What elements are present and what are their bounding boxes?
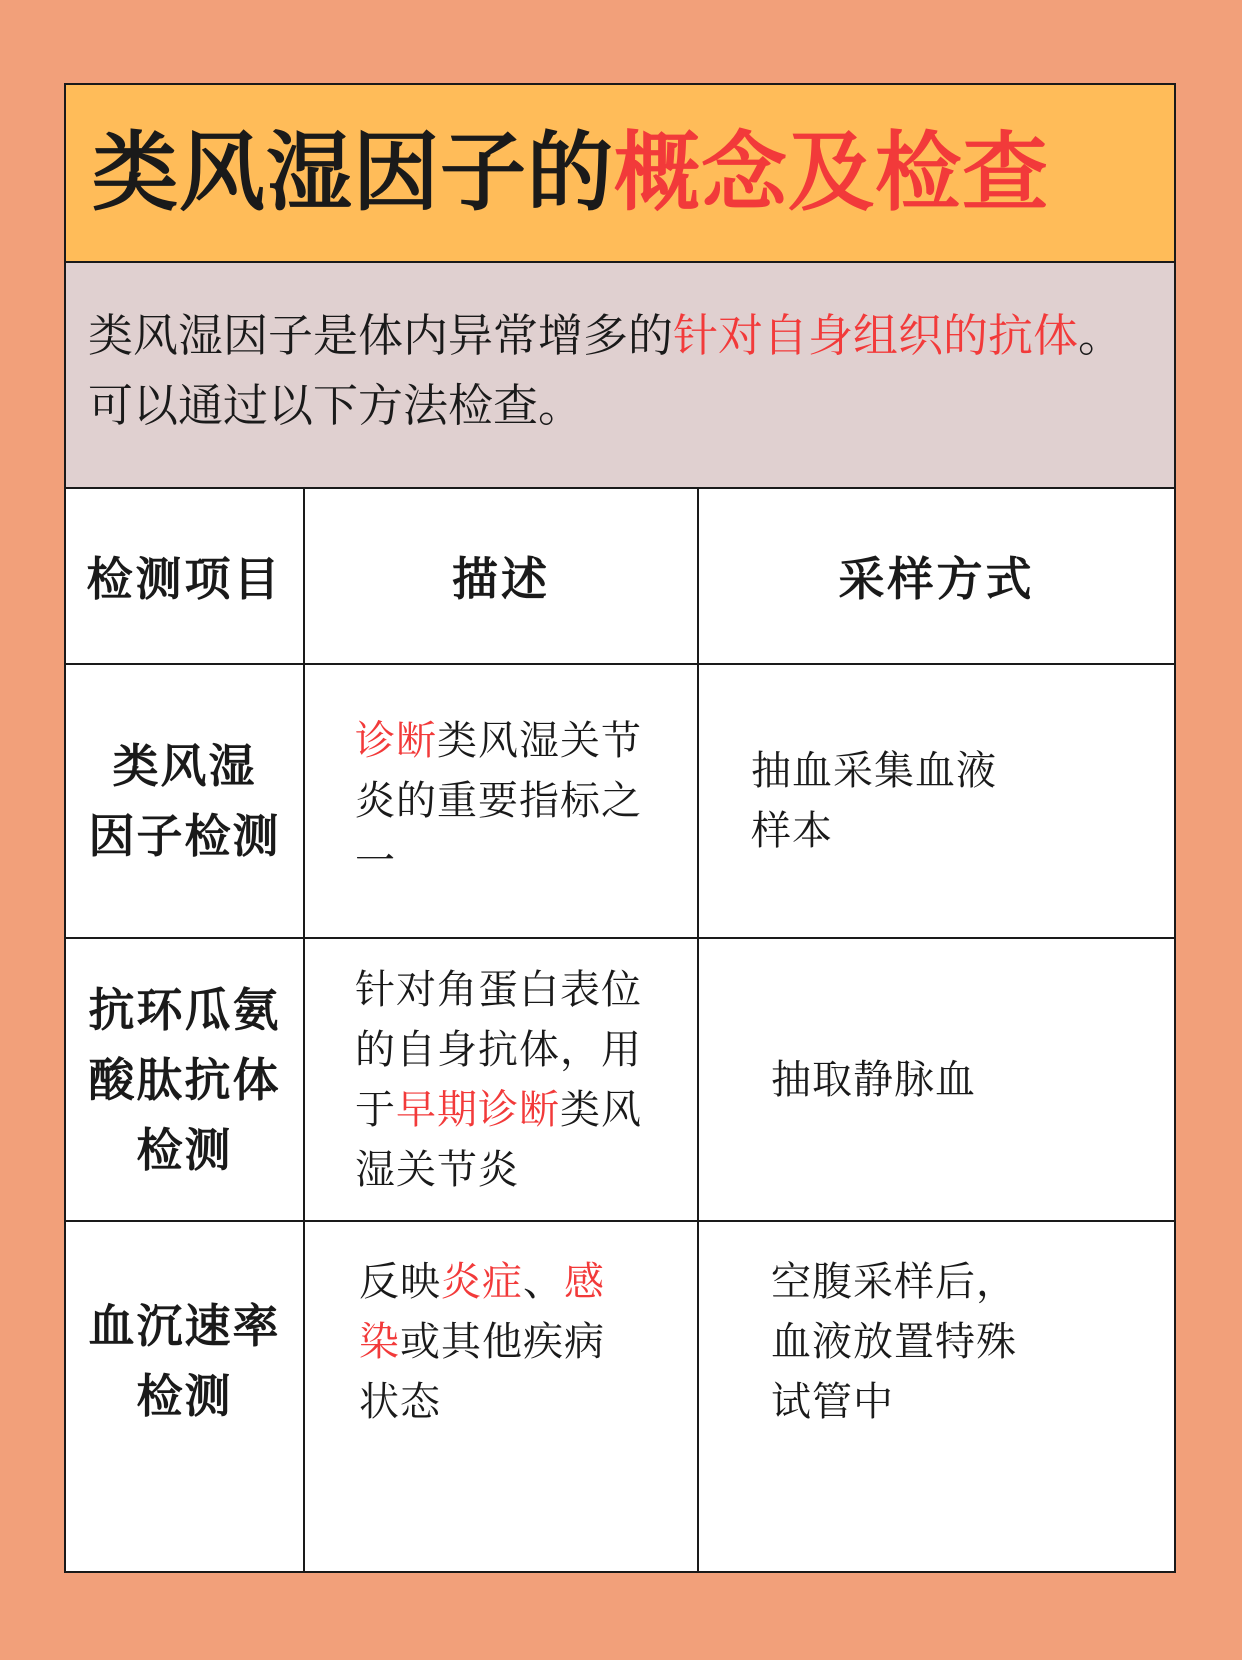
column-header-description: 描述 bbox=[452, 552, 550, 606]
item-line: 检测 bbox=[136, 1122, 233, 1177]
method-line: 血液放置特殊 bbox=[771, 1319, 1017, 1365]
check-table bbox=[66, 489, 1174, 1571]
intro-section bbox=[66, 263, 1174, 489]
info-card bbox=[64, 83, 1176, 1573]
intro-highlight: 针对自身组织的抗体 bbox=[673, 309, 1079, 362]
item-line: 检测 bbox=[136, 1368, 233, 1423]
desc-highlight: 感染 bbox=[359, 1259, 605, 1365]
desc-text: 类风湿关节炎 bbox=[355, 1086, 642, 1193]
method-line: 试管中 bbox=[771, 1379, 894, 1425]
table-row-2-description bbox=[355, 939, 667, 1220]
intro-text-start: 类风湿因子是体内异常增多的 bbox=[88, 309, 674, 362]
title-main: 类风湿因子的 bbox=[92, 123, 614, 223]
item-line: 血沉速率 bbox=[88, 1298, 281, 1353]
intro-text-end: 。可以通过以下方法检查。 bbox=[88, 309, 1124, 432]
desc-text: 反映 bbox=[359, 1259, 441, 1305]
method-line: 空腹采样后， bbox=[771, 1259, 1017, 1305]
table-row-3-description bbox=[359, 1222, 629, 1462]
desc-highlight: 早期诊断 bbox=[396, 1086, 560, 1133]
table-row-3-sampling bbox=[771, 1222, 1071, 1462]
column-header-sampling: 采样方式 bbox=[838, 552, 1035, 606]
method-line: 抽取静脉血 bbox=[771, 1056, 976, 1103]
item-line: 类风湿 bbox=[112, 739, 257, 793]
title-highlight: 概念及检查 bbox=[614, 123, 1049, 223]
table-row-1-item bbox=[66, 665, 303, 937]
column-header-item: 检测项目 bbox=[86, 552, 283, 606]
desc-text: 、 bbox=[523, 1259, 564, 1305]
method-line: 抽血采集血液 bbox=[751, 748, 997, 794]
table-row-1-description bbox=[355, 665, 667, 937]
item-line: 抗环瓜氨 bbox=[88, 982, 281, 1037]
table-row-3-item bbox=[66, 1222, 303, 1499]
page-title bbox=[92, 123, 1049, 223]
desc-highlight: 炎症 bbox=[441, 1259, 523, 1305]
method-line: 样本 bbox=[751, 808, 833, 854]
table-row-1-sampling bbox=[751, 665, 1051, 937]
title-banner bbox=[66, 85, 1174, 263]
item-line: 因子检测 bbox=[88, 809, 281, 863]
item-line: 酸肽抗体 bbox=[88, 1052, 281, 1107]
desc-text: 针对角蛋白表位的自身抗体，用于 bbox=[355, 966, 642, 1133]
desc-highlight: 诊断 bbox=[355, 718, 437, 764]
table-row-2-sampling bbox=[771, 939, 1071, 1220]
desc-text: 或其他疾病状态 bbox=[359, 1319, 605, 1425]
table-row-2-item bbox=[66, 939, 303, 1220]
desc-text: 类风湿关节炎的重要指标之一 bbox=[355, 718, 642, 884]
